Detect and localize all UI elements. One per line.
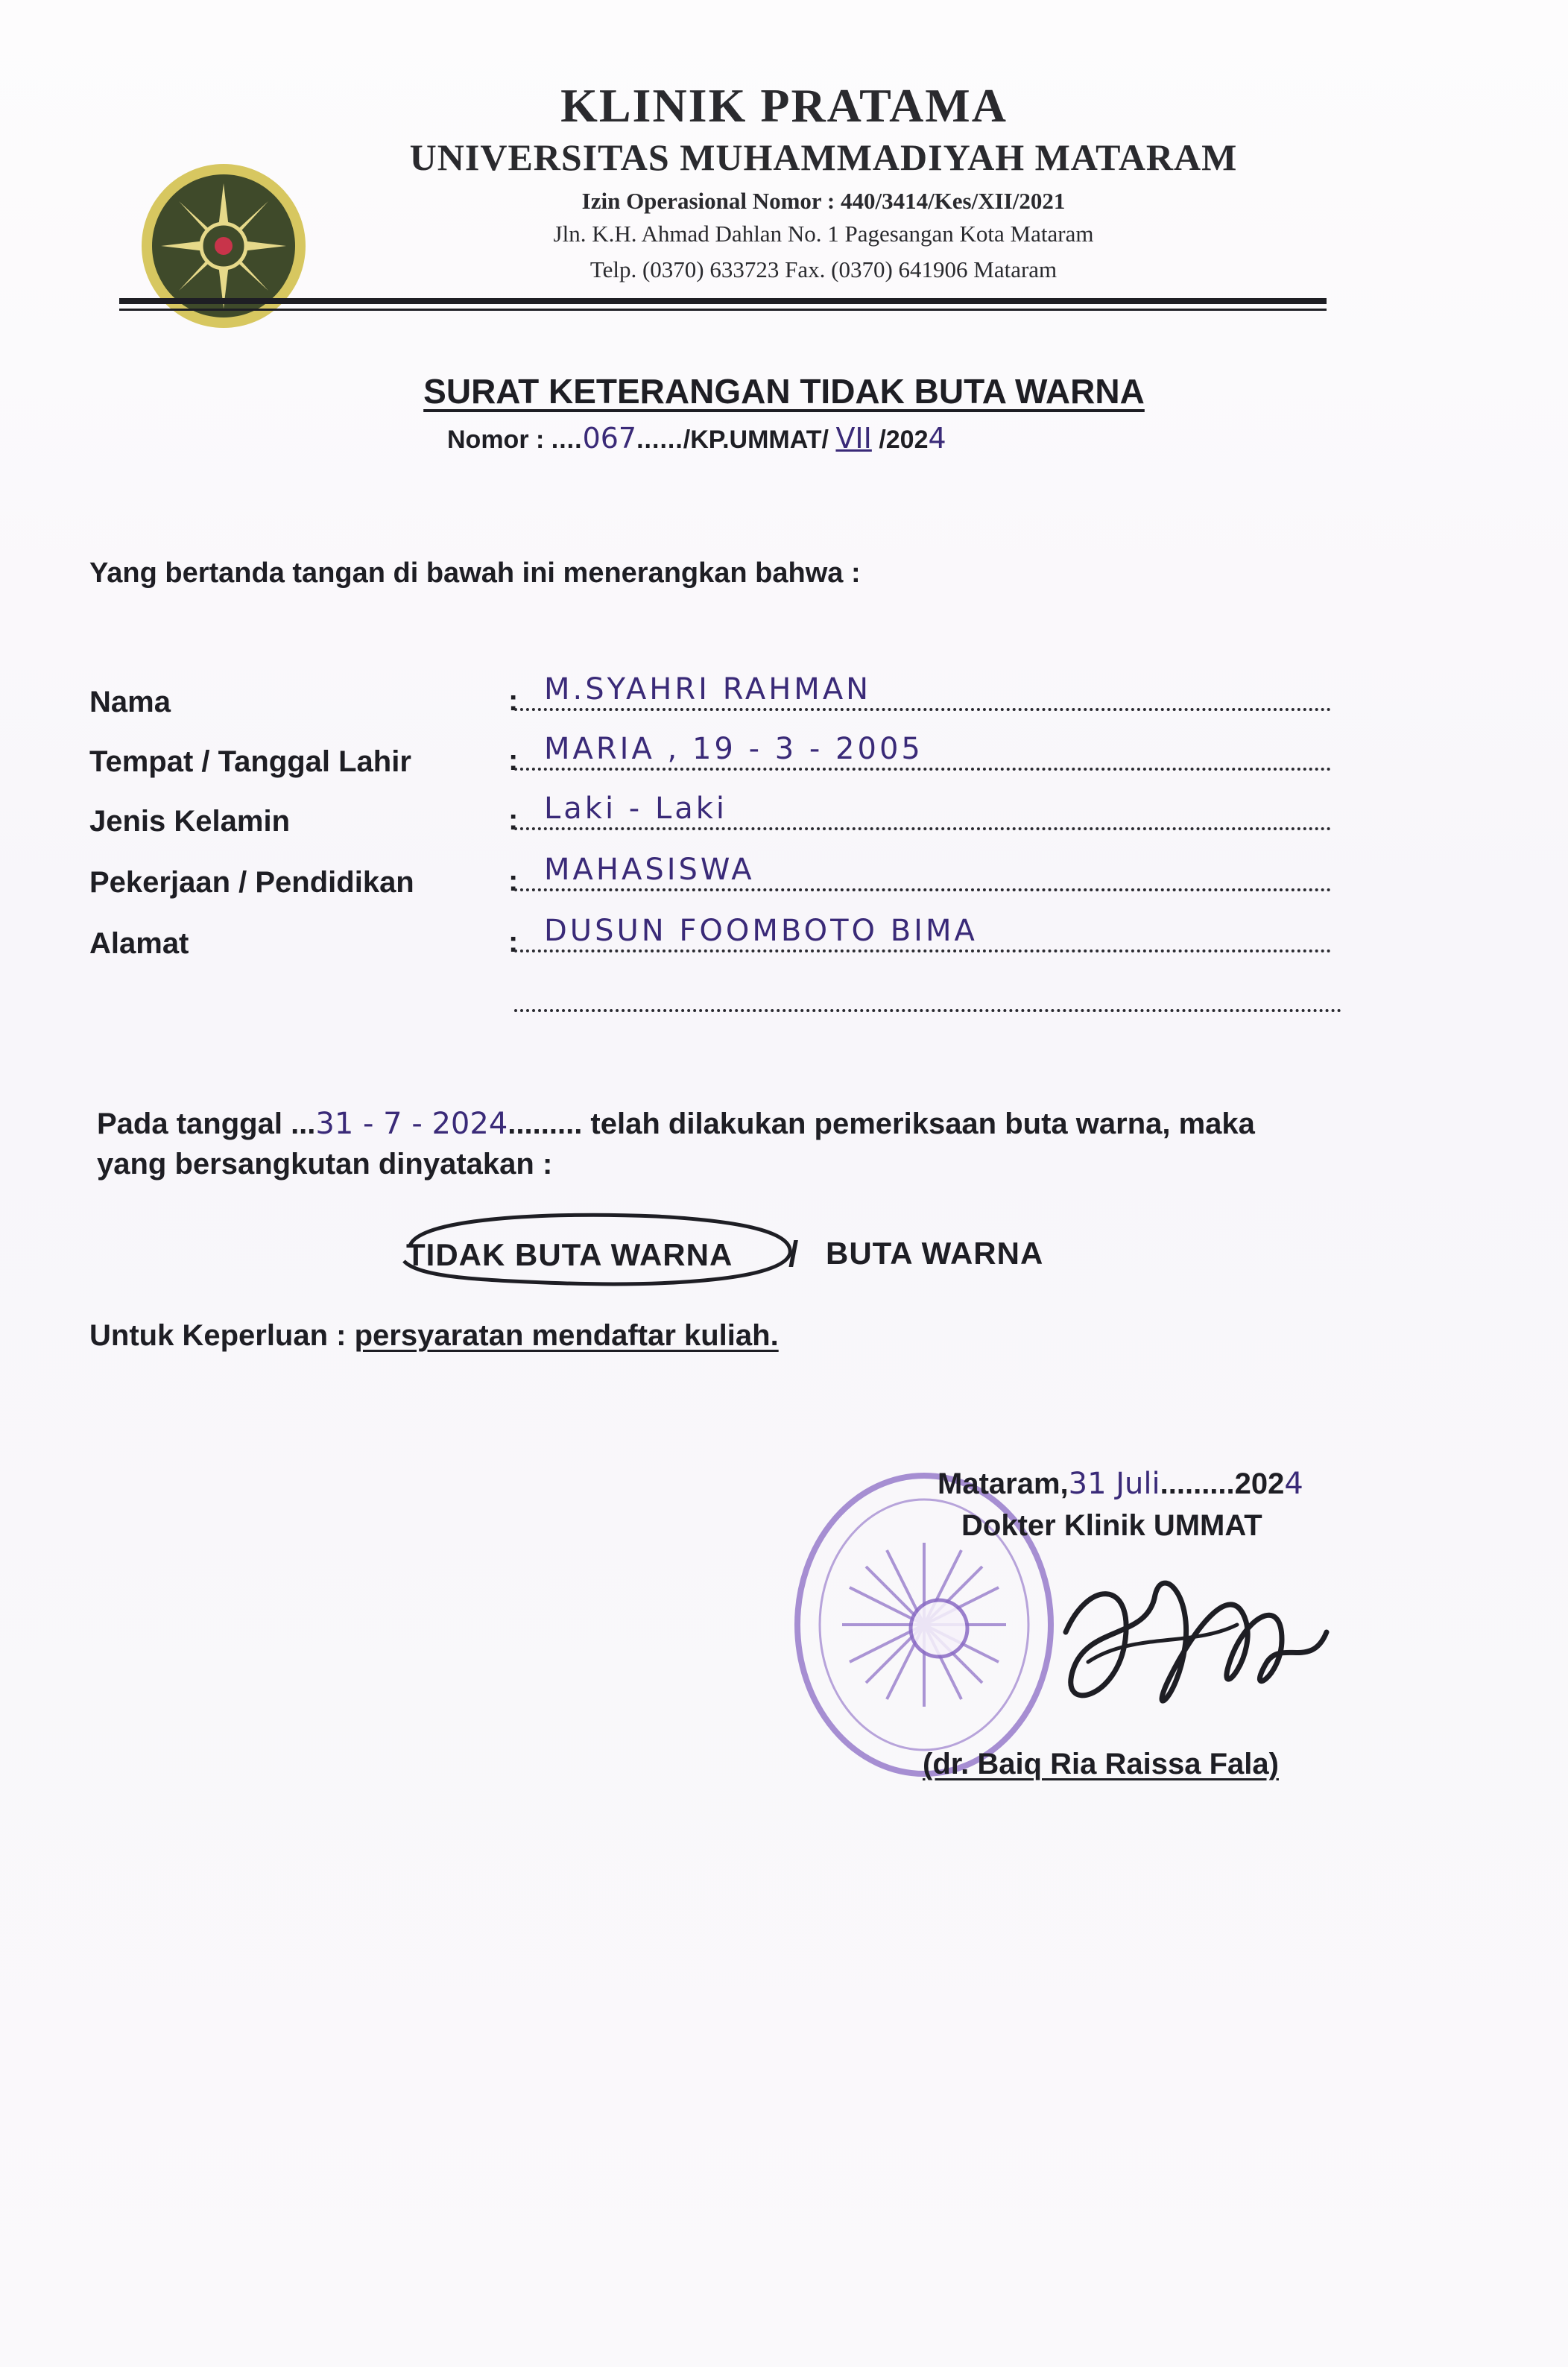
clinic-address: Jln. K.H. Ahmad Dahlan No. 1 Pagesangan Kota Mataram <box>553 221 1094 247</box>
signature-date: 31 Juli <box>1068 1467 1160 1501</box>
nomor-year: /202 <box>879 426 929 454</box>
exam-prefix: Pada tanggal <box>97 1107 291 1140</box>
university-name: UNIVERSITAS MUHAMMADIYAH MATARAM <box>409 136 1238 178</box>
field-colon: : <box>508 803 519 836</box>
field-label-jenis-kelamin: Jenis Kelamin <box>89 805 291 838</box>
field-line <box>514 948 1331 952</box>
exam-line2: yang bersangkutan dinyatakan : <box>97 1148 553 1181</box>
result-separator: / <box>788 1235 799 1274</box>
document-title: SURAT KETERANGAN TIDAK BUTA WARNA <box>423 372 1145 411</box>
purpose-label: Untuk Keperluan : <box>89 1319 355 1352</box>
document-number: Nomor : ....067....../KP.UMMAT/ VII /2024 <box>447 422 946 455</box>
field-line <box>514 707 1331 711</box>
nomor-month: VII <box>835 422 872 455</box>
signature-year: 202 <box>1234 1467 1285 1500</box>
field-value-nama: M.SYAHRI RAHMAN <box>544 672 872 707</box>
field-value-alamat: DUSUN FOOMBOTO BIMA <box>544 914 978 948</box>
result-tidak-buta-warna: TIDAK BUTA WARNA <box>406 1237 733 1272</box>
nomor-year-hand: 4 <box>928 422 946 455</box>
nomor-label: Nomor : <box>447 426 551 454</box>
field-label-ttl: Tempat / Tanggal Lahir <box>89 745 411 778</box>
signature-city: Mataram, <box>938 1467 1069 1500</box>
field-colon: : <box>508 684 519 717</box>
field-label-nama: Nama <box>89 686 171 718</box>
field-colon: : <box>508 926 519 958</box>
header-rule-thin <box>119 309 1327 311</box>
signature-place-date: Mataram,31 Juli.........2024 <box>938 1467 1303 1501</box>
field-line <box>514 766 1331 771</box>
handwritten-signature <box>1043 1550 1341 1744</box>
result-buta-warna: BUTA WARNA <box>826 1236 1044 1271</box>
clinic-name: KLINIK PRATAMA <box>560 79 1008 132</box>
field-value-jenis-kelamin: Laki - Laki <box>544 791 728 826</box>
clinic-contact: Telp. (0370) 633723 Fax. (0370) 641906 Mataram <box>589 256 1058 282</box>
signature-role: Dokter Klinik UMMAT <box>961 1509 1262 1542</box>
field-colon: : <box>508 744 519 777</box>
field-label-pekerjaan: Pekerjaan / Pendidikan <box>89 866 414 899</box>
nomor-mid: /KP.UMMAT/ <box>683 426 829 454</box>
license-number: Izin Operasional Nomor : 440/3414/Kes/XII/2021 <box>581 188 1066 214</box>
field-line <box>514 887 1331 891</box>
intro-text: Yang bertanda tangan di bawah ini menerangkan bahwa : <box>89 557 861 589</box>
exam-sentence: Pada tanggal ...31 - 7 - 2024......... telah dilakukan pemeriksaan buta warna, maka <box>97 1107 1255 1141</box>
header-rule-thick <box>119 298 1327 304</box>
exam-suffix: telah dilakukan pemeriksaan buta warna, maka <box>582 1107 1255 1140</box>
signature-year-hand: 4 <box>1284 1467 1303 1501</box>
field-label-alamat: Alamat <box>89 927 189 960</box>
field-value-ttl: MARIA , 19 - 3 - 2005 <box>544 732 923 766</box>
field-value-pekerjaan: MAHASISWA <box>544 853 755 887</box>
field-colon: : <box>508 865 519 897</box>
muhammadiyah-logo <box>140 162 307 329</box>
doctor-name: (dr. Baiq Ria Raissa Fala) <box>923 1748 1279 1780</box>
purpose <box>89 1319 779 1353</box>
nomor-number: 067 <box>582 422 637 455</box>
exam-date: 31 - 7 - 2024 <box>315 1107 508 1141</box>
field-line-extra <box>514 1008 1341 1012</box>
field-line <box>514 826 1331 830</box>
purpose-value: persyaratan mendaftar kuliah. <box>354 1319 779 1352</box>
